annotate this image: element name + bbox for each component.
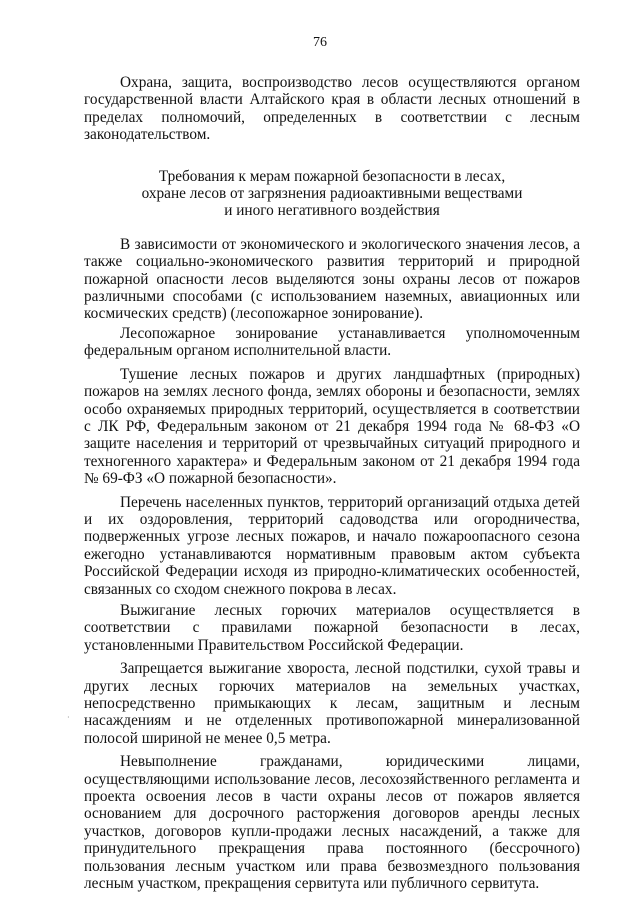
page-number: 76 xyxy=(313,35,327,50)
margin-mark: · xyxy=(67,713,70,722)
document-body xyxy=(84,74,580,892)
heading-line: Требования к мерам пожарной безопасности в лесах, xyxy=(158,167,506,185)
body-paragraph: Выжигание лесных горючих материалов осуществляется в соответствии с правилами пожарной безопасности в лесах, установленными Правительством Российской Федерации. xyxy=(84,601,580,654)
body-paragraph: Перечень населенных пунктов, территорий организаций отдыха детей и их оздоровления, территорий садоводства или огородничества, подверженных угрозе лесных пожаров, и начало пожароопасного сезона ежегодно устанавливаются нормативным правовым актом субъекта Российской Федерации исходя из природно-климатических особенностей, связанных со сходом снежного покрова в лесах. xyxy=(84,493,580,598)
body-paragraph: Лесопожарное зонирование устанавливается уполномоченным федеральным органом исполнительной власти. xyxy=(84,324,580,360)
heading-line: охране лесов от загрязнения радиоактивными веществами xyxy=(141,185,523,203)
body-paragraph: Тушение лесных пожаров и других ландшафтных (природных) пожаров на землях лесного фонда, землях обороны и безопасности, землях особо охраняемых природных территорий, осуществляется в соответствии с ЛК РФ, Федеральным законом от 21 декабря 1994 года № 68-ФЗ «О защите населения и территорий от чрезвычайных ситуаций природного и техногенного характера» и Федеральным законом от 21 декабря 1994 года № 69-ФЗ «О пожарной безопасности». xyxy=(84,365,580,488)
body-paragraph: Невыполнение гражданами, юридическими лицами, осуществляющими использование лесов, лесохозяйственного регламента и проекта освоения лесов в части охраны лесов от пожаров является основанием для досрочного расторжения договоров аренды лесных участков, договоров купли-продажи лесных насаждений, а также для принудительного прекращения права постоянного (бессрочного) пользования лесным участком или права безвозмездного пользования лесным участком, прекращения сервитута или публичного сервитута. xyxy=(84,753,580,893)
heading-line: и иного негативного воздействия xyxy=(224,202,440,220)
intro-paragraph: Охрана, защита, воспроизводство лесов осуществляются органом государственной власти Алтайского края в области лесных отношений в пределах полномочий, определенных в соответствии с лесным законодательством. xyxy=(84,74,580,144)
section-heading xyxy=(84,168,580,220)
body-paragraph: Запрещается выжигание хвороста, лесной подстилки, сухой травы и других лесных горючих материалов на земельных участках, непосредственно примыкающих к лесам, защитным и лесным насаждениям и не отделенных противопожарной минерализованной полосой шириной не менее 0,5 метра. xyxy=(84,660,580,747)
body-paragraph: В зависимости от экономического и экологического значения лесов, а также социально-экономического развития территорий и природной пожарной опасности лесов выделяются зоны охраны лесов от пожаров различными способами (с использованием наземных, авиационных или космических средств) (лесопожарное зонирование). xyxy=(84,235,580,323)
